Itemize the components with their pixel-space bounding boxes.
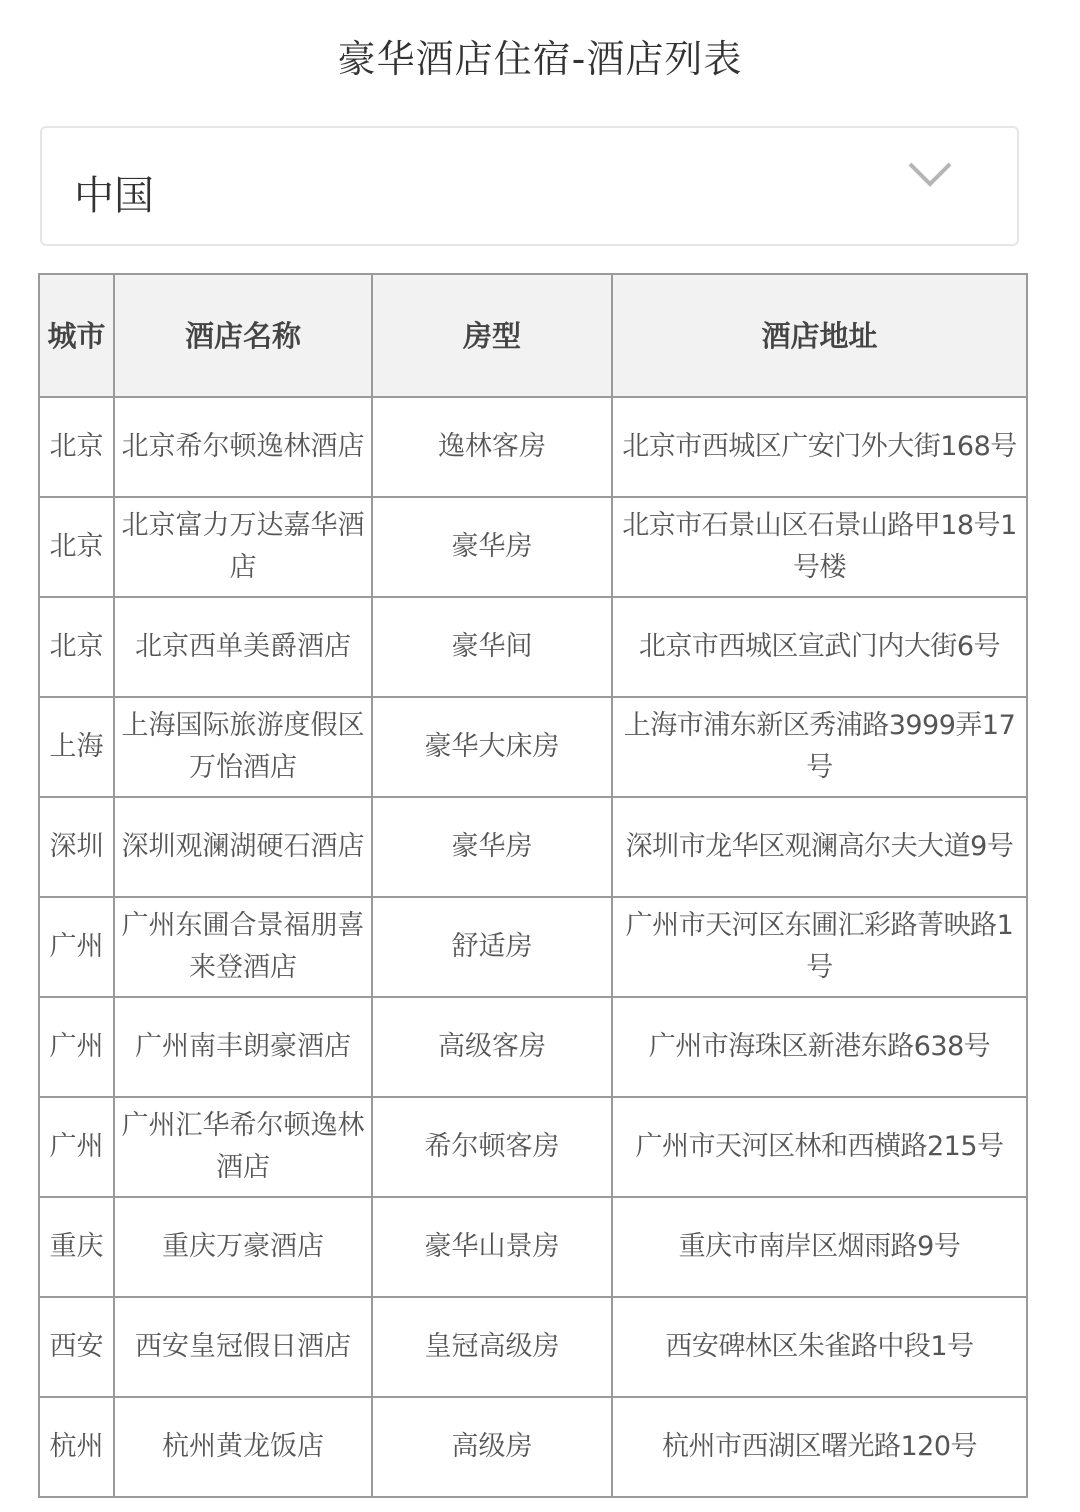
hotel-name-cell: 北京西单美爵酒店 <box>114 597 372 697</box>
hotel-name-cell: 北京富力万达嘉华酒店 <box>114 497 372 597</box>
room-type-cell: 豪华房 <box>372 497 612 597</box>
table-row <box>39 797 1027 897</box>
address-cell: 杭州市西湖区曙光路120号 <box>612 1397 1027 1497</box>
room-type-cell: 豪华大床房 <box>372 697 612 797</box>
address-cell: 上海市浦东新区秀浦路3999弄17号 <box>612 697 1027 797</box>
chevron-down-icon <box>907 152 953 198</box>
city-cell: 杭州 <box>39 1397 114 1497</box>
table-row <box>39 997 1027 1097</box>
city-cell: 广州 <box>39 897 114 997</box>
table-row <box>39 697 1027 797</box>
city-cell: 广州 <box>39 997 114 1097</box>
hotel-name-cell: 广州东圃合景福朋喜来登酒店 <box>114 897 372 997</box>
page-title: 豪华酒店住宿-酒店列表 <box>337 37 743 81</box>
hotel-name-cell: 杭州黄龙饭店 <box>114 1397 372 1497</box>
hotel-name-cell: 重庆万豪酒店 <box>114 1197 372 1297</box>
city-cell: 广州 <box>39 1097 114 1197</box>
header-address: 酒店地址 <box>612 274 1027 397</box>
table-row <box>39 1297 1027 1397</box>
address-cell: 深圳市龙华区观澜高尔夫大道9号 <box>612 797 1027 897</box>
country-select[interactable] <box>40 126 1019 246</box>
room-type-cell: 高级客房 <box>372 997 612 1097</box>
table-row <box>39 397 1027 497</box>
hotel-table <box>38 273 1028 1498</box>
hotel-name-cell: 西安皇冠假日酒店 <box>114 1297 372 1397</box>
hotel-name-cell: 北京希尔顿逸林酒店 <box>114 397 372 497</box>
table-header-row <box>39 274 1027 397</box>
city-cell: 上海 <box>39 697 114 797</box>
address-cell: 北京市西城区宣武门内大街6号 <box>612 597 1027 697</box>
room-type-cell: 逸林客房 <box>372 397 612 497</box>
table-row <box>39 897 1027 997</box>
table-row <box>39 1097 1027 1197</box>
address-cell: 北京市石景山区石景山路甲18号1号楼 <box>612 497 1027 597</box>
address-cell: 重庆市南岸区烟雨路9号 <box>612 1197 1027 1297</box>
city-cell: 北京 <box>39 397 114 497</box>
country-select-value: 中国 <box>74 173 154 219</box>
room-type-cell: 豪华房 <box>372 797 612 897</box>
city-cell: 重庆 <box>39 1197 114 1297</box>
hotel-name-cell: 上海国际旅游度假区万怡酒店 <box>114 697 372 797</box>
address-cell: 广州市天河区林和西横路215号 <box>612 1097 1027 1197</box>
city-cell: 北京 <box>39 497 114 597</box>
header-city: 城市 <box>39 274 114 397</box>
room-type-cell: 高级房 <box>372 1397 612 1497</box>
header-room-type: 房型 <box>372 274 612 397</box>
hotel-name-cell: 广州汇华希尔顿逸林酒店 <box>114 1097 372 1197</box>
table-row <box>39 597 1027 697</box>
city-cell: 深圳 <box>39 797 114 897</box>
city-cell: 北京 <box>39 597 114 697</box>
address-cell: 西安碑林区朱雀路中段1号 <box>612 1297 1027 1397</box>
address-cell: 广州市天河区东圃汇彩路菁映路1号 <box>612 897 1027 997</box>
room-type-cell: 希尔顿客房 <box>372 1097 612 1197</box>
address-cell: 广州市海珠区新港东路638号 <box>612 997 1027 1097</box>
hotel-name-cell: 广州南丰朗豪酒店 <box>114 997 372 1097</box>
room-type-cell: 舒适房 <box>372 897 612 997</box>
table-row <box>39 1397 1027 1497</box>
room-type-cell: 豪华山景房 <box>372 1197 612 1297</box>
table-row <box>39 1197 1027 1297</box>
hotel-name-cell: 深圳观澜湖硬石酒店 <box>114 797 372 897</box>
table-row <box>39 497 1027 597</box>
city-cell: 西安 <box>39 1297 114 1397</box>
header-hotel-name: 酒店名称 <box>114 274 372 397</box>
room-type-cell: 豪华间 <box>372 597 612 697</box>
room-type-cell: 皇冠高级房 <box>372 1297 612 1397</box>
address-cell: 北京市西城区广安门外大街168号 <box>612 397 1027 497</box>
